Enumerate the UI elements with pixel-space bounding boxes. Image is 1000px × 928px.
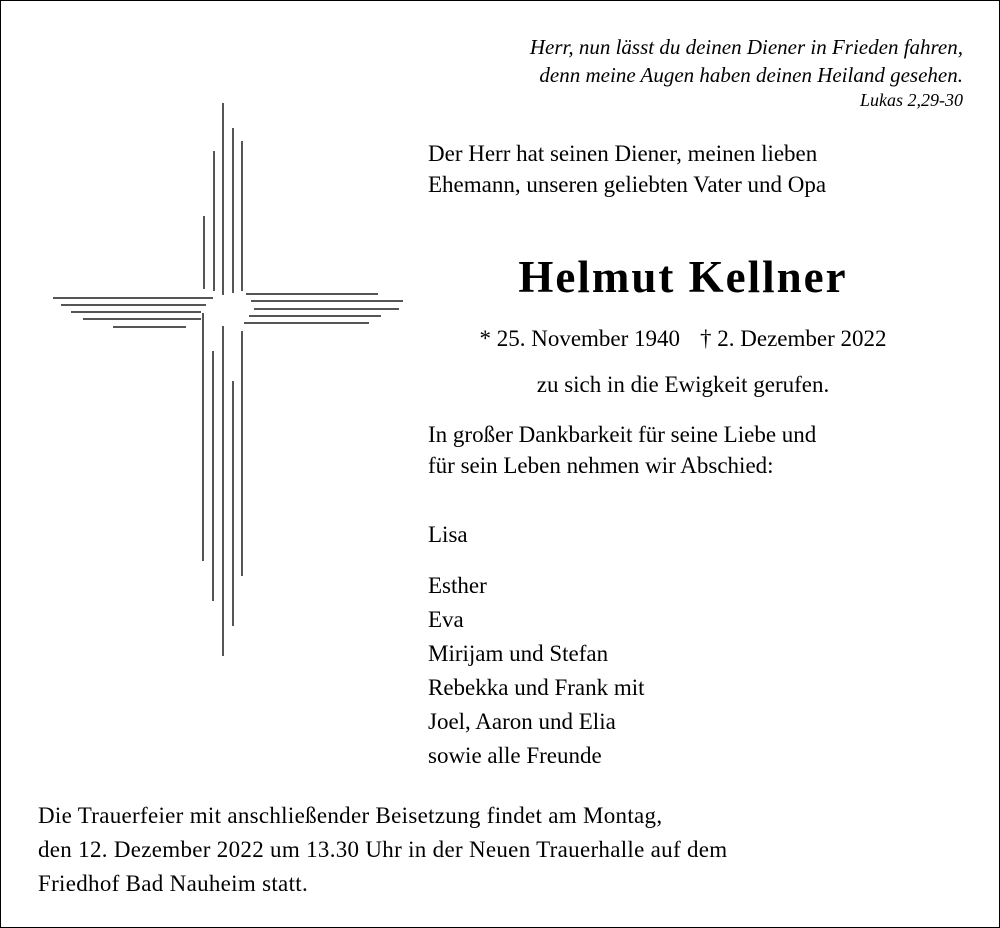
intro-line: Der Herr hat seinen Diener, meinen lieben xyxy=(428,141,818,166)
intro-line: Ehemann, unseren geliebten Vater und Opa xyxy=(428,172,827,197)
funeral-line: Die Trauerfeier mit anschließender Beisetzung findet am Montag, xyxy=(38,803,663,828)
life-dates xyxy=(428,323,938,354)
mourner-list xyxy=(428,569,645,773)
verse-line: Herr, nun lässt du deinen Diener in Frieden fahren, xyxy=(529,35,963,59)
mourner-item: Esther xyxy=(428,573,487,598)
verse-reference: Lukas 2,29-30 xyxy=(860,90,963,110)
mourner-item: sowie alle Freunde xyxy=(428,743,602,768)
mourner-item: Joel, Aaron und Elia xyxy=(428,709,616,734)
mourner-item: Eva xyxy=(428,607,464,632)
farewell-line: für sein Leben nehmen wir Abschied: xyxy=(428,453,774,478)
birth-date: * 25. November 1940 xyxy=(479,326,681,351)
funeral-line: Friedhof Bad Nauheim statt. xyxy=(38,871,308,896)
called-home-text: zu sich in die Ewigkeit gerufen. xyxy=(536,372,830,397)
funeral-info xyxy=(38,799,727,901)
bible-verse xyxy=(530,33,963,111)
mourner-spouse: Lisa xyxy=(428,522,468,547)
death-date: † 2. Dezember 2022 xyxy=(700,326,887,351)
deceased-name: Helmut Kellner xyxy=(518,252,848,302)
mourner-item: Rebekka und Frank mit xyxy=(428,675,645,700)
verse-line: denn meine Augen haben deinen Heiland gesehen. xyxy=(539,63,963,87)
funeral-line: den 12. Dezember 2022 um 13.30 Uhr in der Neuen Trauerhalle auf dem xyxy=(38,837,728,862)
farewell-text xyxy=(428,419,816,481)
intro-text xyxy=(428,138,826,200)
farewell-line: In großer Dankbarkeit für seine Liebe und xyxy=(428,422,817,447)
mourner-item: Mirijam und Stefan xyxy=(428,641,609,666)
